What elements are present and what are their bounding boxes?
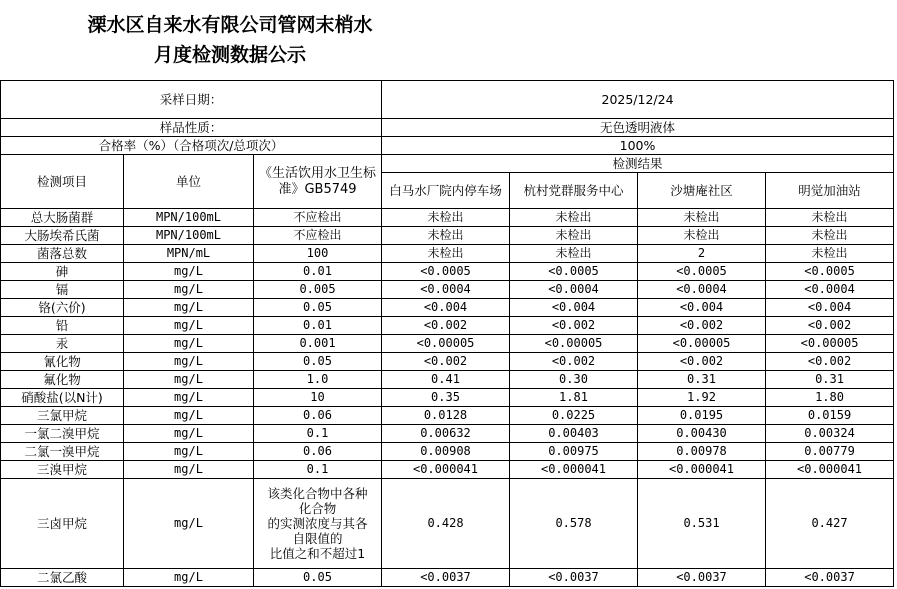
row-value-site-3: 未检出 [638,209,766,227]
row-unit: mg/L [124,353,254,371]
row-item: 一氯二溴甲烷 [1,425,124,443]
header-unit: 单位 [124,155,254,209]
row-item: 铬(六价) [1,299,124,317]
row-value-site-4: 未检出 [766,209,894,227]
row-value-site-1: <0.0004 [382,281,510,299]
thm-standard-line: 自限值的 [292,531,343,546]
sampling-date-label: 采样日期： [1,81,382,119]
row-item: 汞 [1,335,124,353]
row-value-site-4: 1.80 [766,389,894,407]
row-value-site-4: <0.004 [766,299,894,317]
header-site-3: 沙塘庵社区 [638,173,766,209]
pass-rate-label: 合格率（%）（合格项次/总项次） [1,137,382,155]
row-value-site-1: 0.0128 [382,407,510,425]
row-value-site-3: 0.31 [638,371,766,389]
row-standard: 10 [254,389,382,407]
row-value-site-2: 未检出 [510,209,638,227]
row-unit: mg/L [124,317,254,335]
table-row [1,317,894,335]
table-row [1,227,894,245]
table-row [1,209,894,227]
row-standard: 0.1 [254,461,382,479]
row-item: 二氯一溴甲烷 [1,443,124,461]
last-row [1,569,894,587]
table-row [1,407,894,425]
row-value-site-3: <0.0004 [638,281,766,299]
header-site-1: 白马水厂院内停车场 [382,173,510,209]
sample-nature-value: 无色透明液体 [382,119,894,137]
row-value-site-3: <0.002 [638,353,766,371]
row-value-site-4: <0.00005 [766,335,894,353]
thm-standard-line: 该类化合物中各种 [267,486,368,501]
row-value-site-4: 0.00324 [766,425,894,443]
row-value-site-3: <0.002 [638,317,766,335]
report-title-line2: 月度检测数据公示 [153,44,306,66]
row-unit: mg/L [124,371,254,389]
sample-nature-label: 样品性质： [1,119,382,137]
last-value-4: <0.0037 [766,569,894,587]
table-row [1,425,894,443]
row-unit: mg/L [124,335,254,353]
row-standard: 0.06 [254,407,382,425]
row-value-site-2: 0.00403 [510,425,638,443]
row-value-site-2: <0.00005 [510,335,638,353]
row-value-site-4: 0.31 [766,371,894,389]
table-row [1,389,894,407]
table-row [1,371,894,389]
row-unit: mg/L [124,461,254,479]
row-value-site-3: <0.000041 [638,461,766,479]
thm-value-4: 0.427 [766,479,894,569]
row-value-site-2: 0.00975 [510,443,638,461]
row-value-site-3: <0.004 [638,299,766,317]
row-unit: mg/L [124,425,254,443]
row-value-site-2: 未检出 [510,227,638,245]
row-standard: 0.05 [254,299,382,317]
row-item: 三氯甲烷 [1,407,124,425]
table-row [1,245,894,263]
row-value-site-3: 0.00978 [638,443,766,461]
row-standard: 0.001 [254,335,382,353]
row-value-site-1: <0.000041 [382,461,510,479]
last-standard: 0.05 [254,569,382,587]
last-value-3: <0.0037 [638,569,766,587]
row-standard: 0.01 [254,317,382,335]
row-value-site-4: <0.0004 [766,281,894,299]
row-value-site-4: <0.0005 [766,263,894,281]
thm-standard-line: 化合物 [298,501,337,516]
row-value-site-2: <0.004 [510,299,638,317]
thm-unit: mg/L [124,479,254,569]
row-value-site-1: <0.004 [382,299,510,317]
row-item: 总大肠菌群 [1,209,124,227]
row-value-site-3: <0.0005 [638,263,766,281]
row-value-site-2: <0.0005 [510,263,638,281]
header-row-1 [1,155,894,173]
row-standard: 0.01 [254,263,382,281]
row-value-site-1: 未检出 [382,209,510,227]
row-standard: 0.05 [254,353,382,371]
data-rows [1,209,894,479]
row-value-site-1: 0.35 [382,389,510,407]
row-item: 镉 [1,281,124,299]
pass-rate-value: 100% [382,137,894,155]
table-row [1,281,894,299]
row-value-site-4: <0.002 [766,317,894,335]
row-value-site-1: 0.00632 [382,425,510,443]
thm-standard-line: 的实测浓度与其各 [267,516,368,531]
row-value-site-4: <0.002 [766,353,894,371]
thm-item: 三卤甲烷 [1,479,124,569]
row-value-site-1: 未检出 [382,227,510,245]
row-value-site-3: 未检出 [638,227,766,245]
row-value-site-2: 0.30 [510,371,638,389]
row-value-site-1: <0.002 [382,317,510,335]
table-row [1,461,894,479]
row-value-site-3: 0.0195 [638,407,766,425]
row-item: 三溴甲烷 [1,461,124,479]
row-value-site-2: <0.002 [510,353,638,371]
row-standard: 不应检出 [254,209,382,227]
last-item: 二氯乙酸 [1,569,124,587]
header-standard: 《生活饮用水卫生标准》GB5749 [254,155,382,209]
table-row [1,353,894,371]
row-value-site-2: 1.81 [510,389,638,407]
last-unit: mg/L [124,569,254,587]
row-unit: mg/L [124,443,254,461]
row-value-site-4: 未检出 [766,245,894,263]
row-item: 硝酸盐(以N计) [1,389,124,407]
last-value-1: <0.0037 [382,569,510,587]
row-value-site-2: 0.0225 [510,407,638,425]
row-value-site-3: 0.00430 [638,425,766,443]
row-value-site-4: 未检出 [766,227,894,245]
row-value-site-2: <0.000041 [510,461,638,479]
row-value-site-3: <0.00005 [638,335,766,353]
sampling-date-row [1,81,894,119]
row-value-site-4: 0.0159 [766,407,894,425]
sample-nature-row [1,119,894,137]
thm-value-2: 0.578 [510,479,638,569]
row-value-site-1: <0.002 [382,353,510,371]
row-item: 铅 [1,317,124,335]
row-value-site-2: 未检出 [510,245,638,263]
row-unit: MPN/mL [124,245,254,263]
row-item: 菌落总数 [1,245,124,263]
row-value-site-1: 0.00908 [382,443,510,461]
table-row [1,443,894,461]
header-site-4: 明觉加油站 [766,173,894,209]
thm-standard-line: 比值之和不超过1 [269,546,366,561]
row-standard: 0.005 [254,281,382,299]
row-standard: 1.0 [254,371,382,389]
row-unit: mg/L [124,281,254,299]
row-value-site-2: <0.002 [510,317,638,335]
header-results: 检测结果 [382,155,894,173]
row-value-site-1: <0.00005 [382,335,510,353]
thm-value-1: 0.428 [382,479,510,569]
table-row [1,299,894,317]
water-quality-table [0,80,894,587]
last-value-2: <0.0037 [510,569,638,587]
row-standard: 100 [254,245,382,263]
row-value-site-4: 0.00779 [766,443,894,461]
thm-row [1,479,894,569]
row-standard: 不应检出 [254,227,382,245]
row-value-site-1: <0.0005 [382,263,510,281]
row-item: 氟化物 [1,371,124,389]
row-value-site-2: <0.0004 [510,281,638,299]
row-standard: 0.06 [254,443,382,461]
thm-value-3: 0.531 [638,479,766,569]
table-row [1,335,894,353]
row-value-site-3: 1.92 [638,389,766,407]
row-item: 砷 [1,263,124,281]
row-unit: mg/L [124,299,254,317]
thm-standard [254,479,382,569]
row-unit: mg/L [124,263,254,281]
row-standard: 0.1 [254,425,382,443]
row-value-site-1: 0.41 [382,371,510,389]
pass-rate-row [1,137,894,155]
row-unit: mg/L [124,389,254,407]
row-unit: MPN/100mL [124,209,254,227]
sampling-date-value: 2025/12/24 [382,81,894,119]
row-item: 大肠埃希氏菌 [1,227,124,245]
header-item: 检测项目 [1,155,124,209]
row-unit: mg/L [124,407,254,425]
row-unit: MPN/100mL [124,227,254,245]
report-title-line1: 溧水区自来水有限公司管网末梢水 [87,14,373,36]
row-value-site-3: 2 [638,245,766,263]
row-value-site-1: 未检出 [382,245,510,263]
row-value-site-4: <0.000041 [766,461,894,479]
header-site-2: 杭村党群服务中心 [510,173,638,209]
table-row [1,263,894,281]
row-item: 氰化物 [1,353,124,371]
